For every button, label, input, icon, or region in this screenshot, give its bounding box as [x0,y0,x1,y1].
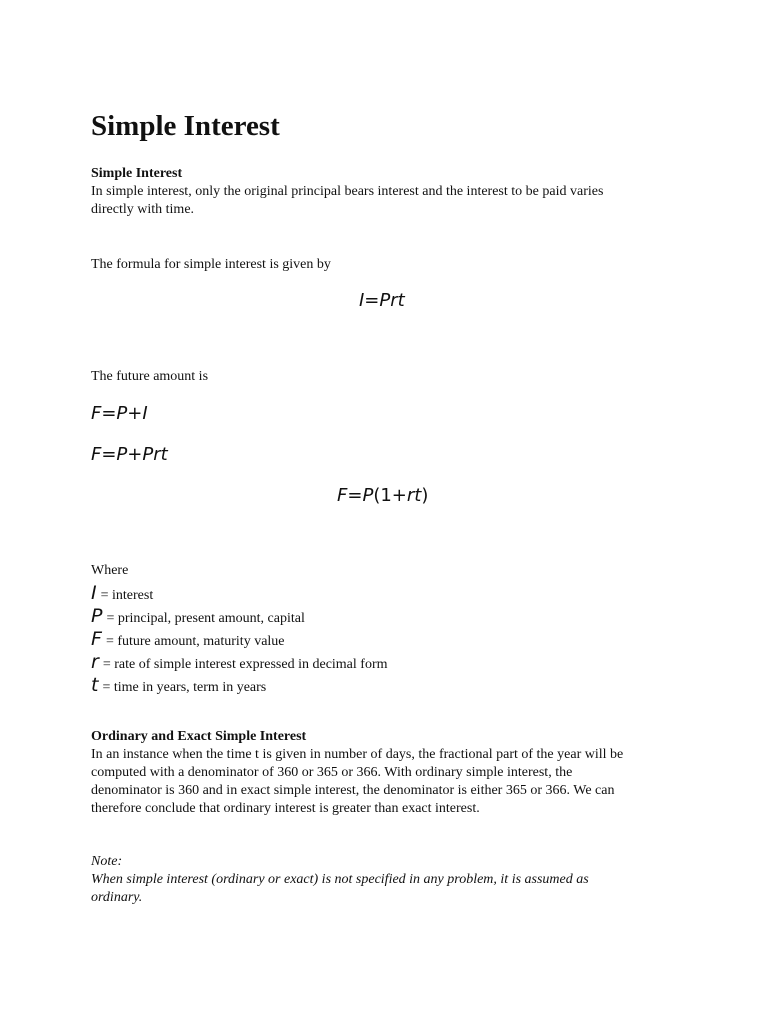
definition-symbol: F [91,628,102,650]
formula-simple-interest: I=Prt [359,290,405,311]
eq3-p: P [362,485,374,506]
equation-future-amount-3 [337,485,428,506]
intro-paragraph-line-1: In simple interest, only the original principal bears interest and the interest to be paid varies [91,184,604,199]
future-amount-intro: The future amount is [91,369,209,384]
definition-symbol: r [91,651,99,673]
definitions-list [91,582,388,697]
eq3-paren: (1+ [373,485,407,506]
eq3-lhs: F [337,485,348,506]
definition-item [91,651,388,674]
definition-item [91,582,388,605]
ordinary-exact-line-4: therefore conclude that ordinary interest is greater than exact interest. [91,801,480,816]
equation-future-amount-2: F=P+Prt [91,444,168,465]
eq3-rt: rt [406,485,422,506]
where-label: Where [91,563,129,578]
eq3-close: ) [421,485,429,506]
definition-text: = time in years, term in years [102,680,267,695]
definition-text: = interest [100,588,154,603]
formula-intro-text: The formula for simple interest is given by [91,257,331,272]
section-heading-ordinary-exact: Ordinary and Exact Simple Interest [91,729,307,744]
note-line-1: When simple interest (ordinary or exact) is not specified in any problem, it is assumed as [91,872,589,887]
definition-symbol: I [91,582,97,604]
note-line-2: ordinary. [91,890,143,905]
ordinary-exact-line-2: computed with a denominator of 360 or 365 or 366. With ordinary simple interest, the [91,765,573,780]
definition-item [91,605,388,628]
definition-text: = rate of simple interest expressed in decimal form [102,657,388,672]
definition-text: = principal, present amount, capital [106,611,305,626]
definition-symbol: P [91,605,103,627]
ordinary-exact-line-1: In an instance when the time t is given in number of days, the fractional part of the year will be [91,747,624,762]
definition-item [91,628,388,651]
definition-text: = future amount, maturity value [105,634,285,649]
page-title: Simple Interest [91,110,280,142]
ordinary-exact-line-3: denominator is 360 and in exact simple interest, the denominator is either 365 or 366. We can [91,783,615,798]
definition-item [91,674,388,697]
definition-symbol: t [91,674,99,696]
section-heading-simple-interest: Simple Interest [91,166,183,181]
equation-future-amount-1: F=P+I [91,403,148,424]
eq3-equals: = [347,485,363,506]
note-label: Note: [91,854,123,869]
intro-paragraph-line-2: directly with time. [91,202,195,217]
